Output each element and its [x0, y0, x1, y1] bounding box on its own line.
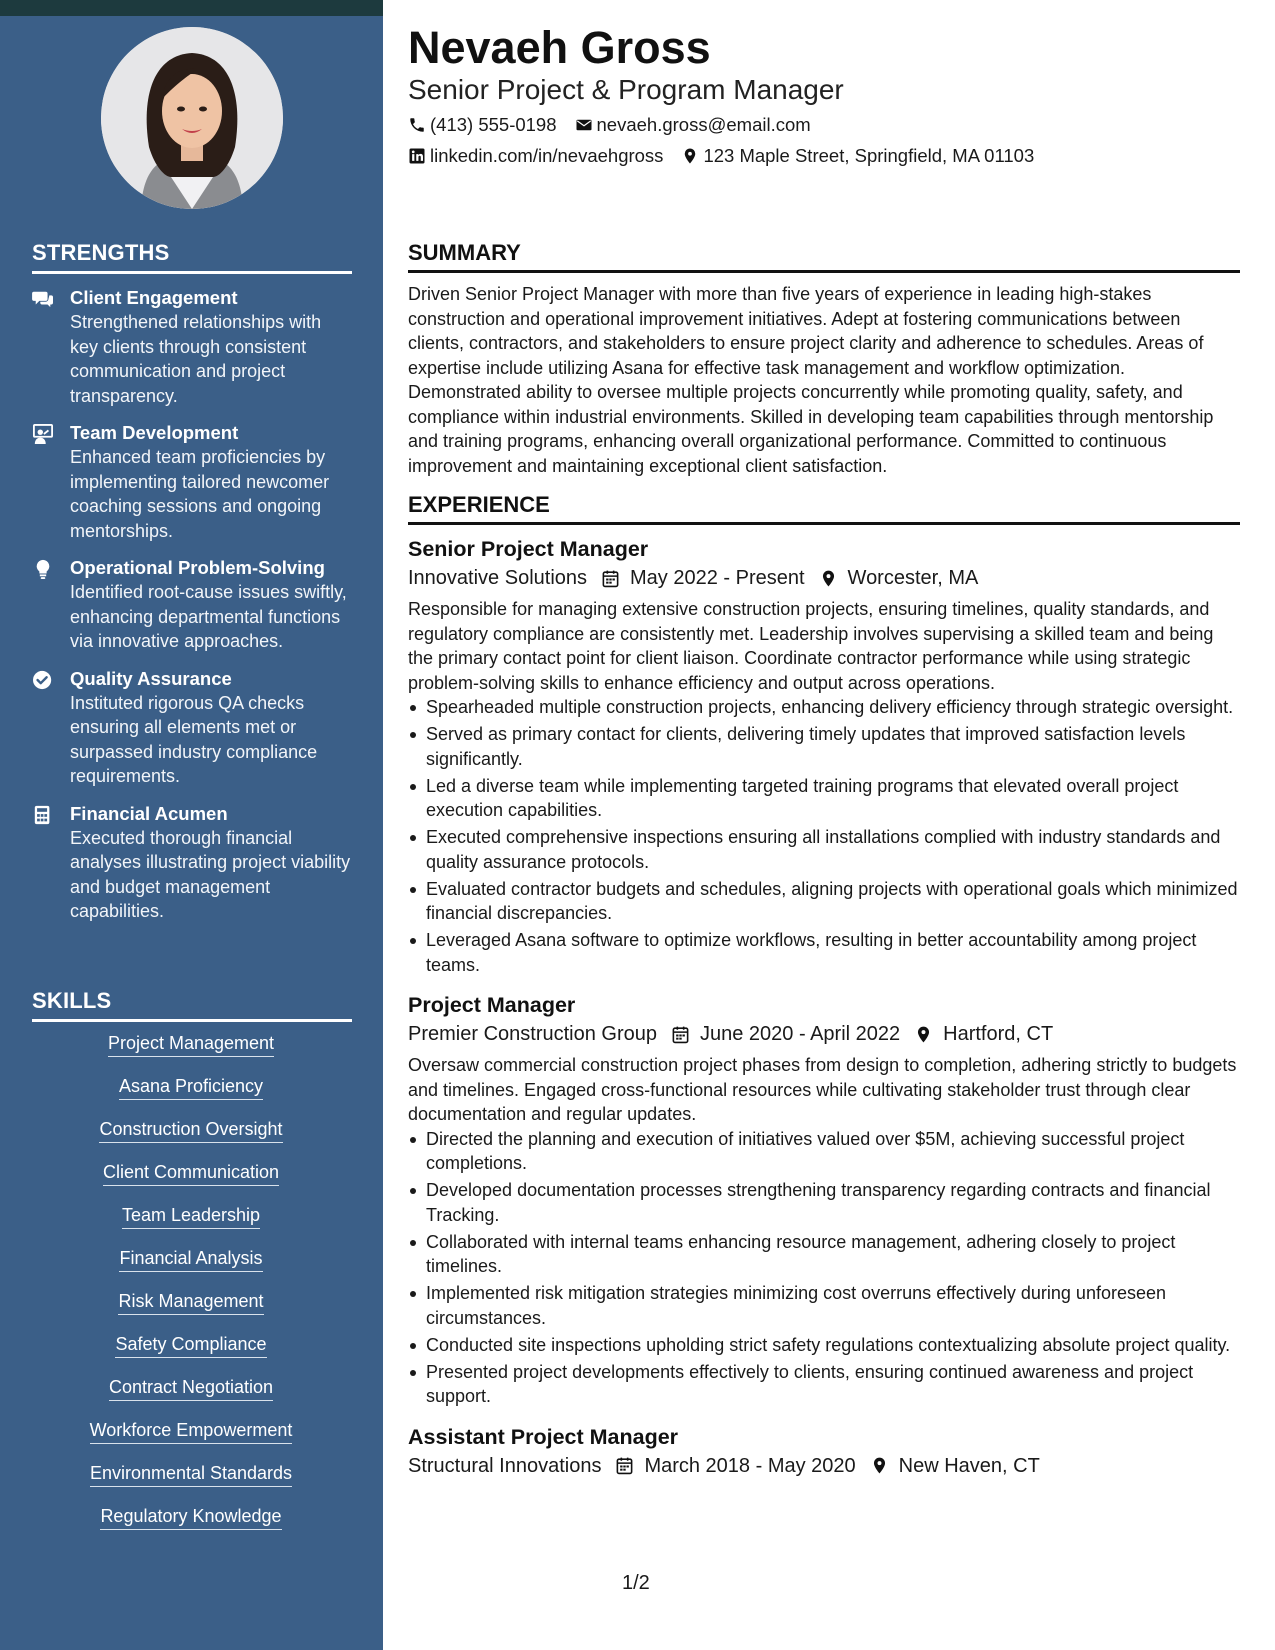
job-dates	[601, 563, 805, 593]
job-dates-text: May 2022 - Present	[630, 567, 805, 589]
strength-description: Executed thorough financial analyses illustrating project viability and budget management capabilities.	[70, 827, 351, 921]
chat-bubbles-icon	[32, 289, 54, 309]
address-text: 123 Maple Street, Springfield, MA 01103	[703, 145, 1035, 166]
skill-item: Construction Oversight	[99, 1118, 282, 1143]
page-number: 1/2	[622, 1572, 650, 1594]
check-circle-icon	[32, 670, 54, 690]
job-location	[819, 563, 979, 593]
phone-icon	[408, 116, 426, 134]
job-meta	[408, 1019, 1240, 1049]
job-entry	[408, 1423, 1240, 1481]
job-dates	[615, 1451, 855, 1481]
linkedin-text[interactable]: linkedin.com/in/nevaehgross	[430, 145, 664, 166]
skill-item: Risk Management	[118, 1290, 263, 1315]
sidebar	[0, 0, 383, 1650]
job-bullet: Implemented risk mitigation strategies minimizing cost overruns effectively during unforeseen circumstances.	[408, 1281, 1240, 1330]
strength-description: Strengthened relationships with key clients through consistent communication and project transparency.	[70, 312, 322, 406]
strength-title: Operational Problem-Solving	[70, 557, 325, 578]
linkedin-icon	[408, 147, 426, 165]
strengths-heading: STRENGTHS	[32, 240, 352, 274]
job-bullet: Executed comprehensive inspections ensuring all installations complied with industry standards and quality assurance protocols.	[408, 825, 1240, 874]
calculator-icon	[32, 805, 54, 825]
skill-item: Client Communication	[103, 1161, 279, 1186]
job-dates-text: June 2020 - April 2022	[699, 1023, 901, 1045]
strength-title: Quality Assurance	[70, 667, 232, 689]
phone-contact	[408, 114, 557, 136]
envelope-icon	[575, 116, 593, 134]
strength-item	[32, 286, 354, 408]
skill-item: Team Leadership	[122, 1204, 260, 1229]
linkedin-contact[interactable]	[408, 145, 663, 167]
map-pin-icon	[681, 147, 699, 165]
job-location	[914, 1019, 1053, 1049]
skill-item: Contract Negotiation	[109, 1376, 273, 1401]
phone-text: (413) 555-0198	[430, 114, 557, 135]
map-pin-icon	[870, 1456, 889, 1475]
strengths-list	[32, 286, 354, 937]
profile-photo	[101, 27, 283, 209]
job-title: Assistant Project Manager	[408, 1424, 679, 1449]
job-bullet: Developed documentation processes strengthening transparency regarding contracts and financial Tracking.	[408, 1178, 1240, 1227]
job-bullet: Leveraged Asana software to optimize workflows, resulting in better accountability among project teams.	[408, 928, 1240, 977]
job-bullet: Evaluated contractor budgets and schedules, aligning projects with operational goals which minimized financial discrepancies.	[408, 877, 1240, 926]
skills-heading: SKILLS	[32, 988, 352, 1022]
strength-item	[32, 421, 354, 543]
skill-item: Environmental Standards	[90, 1462, 292, 1487]
job-description: Responsible for managing extensive construction projects, ensuring timelines, quality standards, and regulatory compliance are consistently met. Leadership involves supervising a skilled team and being the primary contact point for client liaison. Coordinate contractor performance while using strategic problem-solving skills to enhance efficiency and output across operations.	[408, 599, 1214, 693]
skill-item: Workforce Empowerment	[90, 1419, 293, 1444]
job-title: Project Manager	[408, 993, 576, 1017]
job-title: Senior Project Manager	[408, 537, 649, 561]
job-bullet: Spearheaded multiple construction projects, enhancing delivery efficiency through strategic oversight.	[408, 695, 1240, 720]
lightbulb-icon	[32, 559, 54, 579]
job-dates-text: March 2018 - May 2020	[644, 1454, 856, 1477]
strength-description: Enhanced team proficiencies by implementing tailored newcomer coaching sessions and ongoing mentorships.	[70, 447, 330, 541]
calendar-icon	[615, 1456, 634, 1475]
address-contact	[681, 145, 1034, 167]
calendar-icon	[671, 1025, 690, 1044]
job-bullet: Led a diverse team while implementing targeted training programs that elevated overall project execution capabilities.	[408, 774, 1240, 823]
experience-heading: EXPERIENCE	[408, 492, 1240, 525]
job-description: Oversaw commercial construction project phases from design to completion, adhering strictly to budgets and timelines. Engaged cross-functional resources while cultivating stakeholder trust through clear documentation and regular updates.	[408, 1055, 1237, 1124]
job-location-text: Worcester, MA	[847, 567, 979, 589]
job-location-text: New Haven, CT	[898, 1454, 1040, 1477]
job-bullet: Directed the planning and execution of initiatives valued over $5M, achieving successful project completions.	[408, 1127, 1240, 1176]
contact-row-2	[408, 145, 1052, 167]
job-bullets	[408, 695, 1240, 977]
email-text[interactable]: nevaeh.gross@email.com	[596, 114, 811, 135]
job-bullets	[408, 1127, 1240, 1409]
candidate-name: Nevaeh Gross	[408, 22, 711, 73]
strength-description: Instituted rigorous QA checks ensuring all elements met or surpassed industry compliance requirements.	[70, 692, 318, 786]
strength-title: Financial Acumen	[70, 802, 228, 824]
calendar-icon	[601, 569, 620, 588]
candidate-title: Senior Project & Program Manager	[408, 74, 844, 105]
skill-item: Project Management	[108, 1032, 274, 1057]
job-bullet: Presented project developments effectively to clients, ensuring continued awareness and project support.	[408, 1360, 1240, 1409]
strength-title: Client Engagement	[70, 287, 238, 308]
skill-item: Asana Proficiency	[119, 1075, 263, 1100]
job-meta	[408, 1451, 1240, 1481]
job-bullet: Served as primary contact for clients, delivering timely updates that improved satisfaction levels significantly.	[408, 722, 1240, 771]
strength-item	[32, 667, 354, 789]
strength-description: Identified root-cause issues swiftly, enhancing departmental functions via innovative approaches.	[70, 582, 347, 651]
strength-item	[32, 802, 354, 924]
job-company: Structural Innovations	[408, 1454, 602, 1477]
job-entry	[408, 991, 1240, 1409]
job-dates	[671, 1019, 900, 1049]
skill-item: Regulatory Knowledge	[100, 1505, 281, 1530]
job-bullet: Conducted site inspections upholding strict safety regulations contextualizing absolute project quality.	[408, 1333, 1240, 1358]
job-meta	[408, 563, 1240, 593]
skill-item: Safety Compliance	[115, 1333, 266, 1358]
contact-row-1	[408, 114, 829, 136]
strength-item	[32, 556, 354, 654]
map-pin-icon	[819, 569, 838, 588]
job-company: Innovative Solutions	[408, 567, 588, 589]
summary-text: Driven Senior Project Manager with more than five years of experience in leading high-stakes construction and operational improvement initiatives. Adept at fostering communications between clients, contractors, and stakeholders to ensure project clarity and adherence to schedules. Areas of expertise include utilizing Asana for effective task management and workflow optimization. Demonstrated ability to oversee multiple projects concurrently while promoting quality, safety, and compliance within industrial environments. Skilled in developing team capabilities through mentorship and training programs, enhancing overall organizational performance. Committed to continuous improvement and maintaining exceptional client satisfaction.	[408, 284, 1214, 476]
job-location	[870, 1451, 1040, 1481]
job-company: Premier Construction Group	[408, 1023, 657, 1045]
email-contact[interactable]	[575, 114, 811, 136]
map-pin-icon	[914, 1025, 933, 1044]
experience-list	[408, 535, 1240, 1495]
job-location-text: Hartford, CT	[943, 1023, 1054, 1045]
summary-heading: SUMMARY	[408, 240, 1240, 273]
sidebar-top-bar	[0, 0, 383, 16]
job-entry	[408, 535, 1240, 977]
teacher-icon	[32, 424, 54, 444]
job-bullet: Collaborated with internal teams enhancing resource management, adhering closely to project timelines.	[408, 1230, 1240, 1279]
strength-title: Team Development	[70, 422, 239, 443]
skills-list	[32, 1032, 350, 1548]
skill-item: Financial Analysis	[119, 1247, 262, 1272]
